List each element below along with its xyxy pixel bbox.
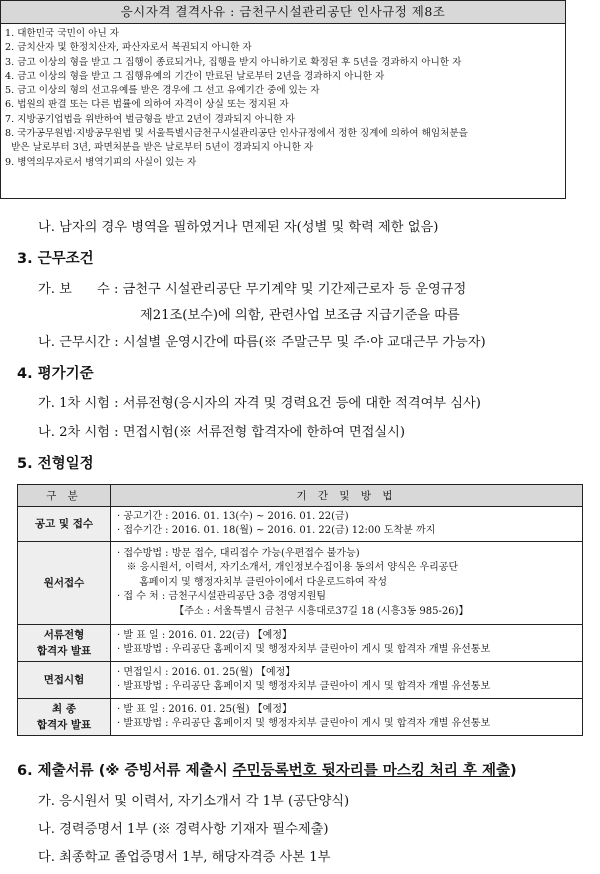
first-exam: 가. 1차 시험 : 서류전형(응시자의 자격 및 경력요건 등에 대한 적격여부 심사) bbox=[38, 396, 481, 411]
row-line: 홈페이지 및 행정자치부 클린아이에서 다운로드하여 작성 bbox=[117, 576, 387, 588]
header-content: 기 간 및 방 법 bbox=[111, 485, 583, 507]
row-label: 최 종 합격자 발표 bbox=[18, 699, 111, 736]
disqualification-title: 응시자격 결격사유 : 금천구시설관리공단 인사규정 제8조 bbox=[1, 1, 565, 24]
section4-title: 4. 평가기준 bbox=[17, 366, 94, 382]
schedule-header-row bbox=[18, 485, 583, 507]
row-line: · 공고기간 : 2016. 01. 13(수) ~ 2016. 01. 22(금) bbox=[117, 510, 349, 522]
table-row bbox=[18, 542, 583, 625]
work-hours: 나. 근무시간 : 시설별 운영시간에 따름(※ 주말근무 및 주·야 교대근무 가능자) bbox=[38, 335, 486, 350]
row-line: ※ 응시원서, 이력서, 자기소개서, 개인정보수집이용 동의서 양식은 우리공단 bbox=[117, 562, 459, 574]
table-row bbox=[18, 662, 583, 699]
section6-title-underlined: 주민등록번호 뒷자리를 마스킹 처리 후 제출 bbox=[232, 763, 511, 779]
table-row bbox=[18, 625, 583, 662]
row-line: · 발표방법 : 우리공단 홈페이지 및 행정자치부 클린아이 게시 및 합격자 개별 유선통보 bbox=[117, 718, 491, 729]
disqualification-item: 받은 날로부터 3년, 파면처분을 받은 날로부터 5년이 경과되지 아니한 자 bbox=[11, 142, 314, 154]
row-content bbox=[111, 699, 583, 736]
row-label: 원서접수 bbox=[18, 542, 111, 625]
disqualification-box bbox=[0, 0, 566, 199]
table-row bbox=[18, 507, 583, 542]
disqualification-item: 8. 국가공무원법·지방공무원법 및 서울특별시금천구시설관리공단 인사규정에서 정한 징계에 의하여 해임처분을 bbox=[5, 128, 468, 140]
section6-title bbox=[17, 759, 517, 780]
row-content bbox=[111, 625, 583, 662]
disqualification-item: 9. 병역의무자로서 병역기피의 사실이 있는 자 bbox=[5, 156, 197, 168]
document-item: 나. 경력증명서 1부 (※ 경력사항 기재자 필수제출) bbox=[38, 822, 329, 837]
section3-title: 3. 근무조건 bbox=[17, 251, 94, 267]
document-item: 가. 응시원서 및 이력서, 자기소개서 각 1부 (공단양식) bbox=[38, 794, 350, 809]
row-content bbox=[111, 542, 583, 625]
military-note: 나. 남자의 경우 병역을 필하였거나 면제된 자(성별 및 학력 제한 없음) bbox=[38, 220, 439, 235]
row-line: · 접수기간 : 2016. 01. 18(월) ~ 2016. 01. 22(금) 12:00 도착분 까지 bbox=[117, 525, 436, 536]
row-line: · 면접일시 : 2016. 01. 25(월) 【예정】 bbox=[117, 666, 296, 678]
row-line: · 발 표 일 : 2016. 01. 22(금) 【예정】 bbox=[117, 629, 292, 641]
header-category: 구 분 bbox=[18, 485, 111, 507]
row-content bbox=[111, 507, 583, 542]
row-line: · 접 수 처 : 금천구시설관리공단 3층 경영지원팀 bbox=[117, 591, 327, 603]
row-label: 공고 및 접수 bbox=[18, 507, 111, 542]
disqualification-item: 7. 지방공기업법을 위반하여 벌금형을 받고 2년이 경과되지 아니한 자 bbox=[5, 113, 295, 125]
pay-line2: 제21조(보수)에 의함, 관련사업 보조금 지급기준을 따름 bbox=[140, 308, 460, 323]
section6-title-suffix: ) bbox=[510, 763, 517, 779]
document-item: 다. 최종학교 졸업증명서 1부, 해당자격증 사본 1부 bbox=[38, 850, 331, 865]
disqualification-list bbox=[1, 24, 565, 170]
row-line: 【주소 : 서울특별시 금천구 시흥대로37길 18 (시흥3동 985-26)】 bbox=[117, 605, 469, 617]
second-exam: 나. 2차 시험 : 면접시험(※ 서류전형 합격자에 한하여 면접실시) bbox=[38, 425, 406, 440]
disqualification-item: 6. 법원의 판결 또는 다른 법률에 의하여 자격이 상실 또는 정지된 자 bbox=[5, 99, 289, 111]
row-line: · 발표방법 : 우리공단 홈페이지 및 행정자치부 클린아이 게시 및 합격자 개별 유선통보 bbox=[117, 644, 491, 655]
section5-title: 5. 전형일정 bbox=[17, 456, 94, 472]
row-line: · 발 표 일 : 2016. 01. 25(월) 【예정】 bbox=[117, 703, 292, 715]
row-label: 서류전형 합격자 발표 bbox=[18, 625, 111, 662]
disqualification-item: 3. 금고 이상의 형을 받고 그 집행이 종료되거나, 집행을 받지 아니하기로 확정된 후 5년을 경과하지 아니한 자 bbox=[5, 56, 462, 68]
row-line: · 발표방법 : 우리공단 홈페이지 및 행정자치부 클린아이 게시 및 합격자 개별 유선통보 bbox=[117, 681, 491, 692]
row-label: 면접시험 bbox=[18, 662, 111, 699]
table-row bbox=[18, 699, 583, 736]
section6-title-prefix: 6. 제출서류 (※ 증빙서류 제출시 bbox=[17, 763, 233, 779]
row-content bbox=[111, 662, 583, 699]
schedule-table bbox=[17, 484, 583, 736]
pay-line1: 가. 보 수 : 금천구 시설관리공단 무기계약 및 기간제근로자 등 운영규정 bbox=[38, 282, 467, 297]
row-line: · 접수방법 : 방문 접수, 대리접수 가능(우편접수 불가능) bbox=[117, 547, 360, 559]
disqualification-item: 4. 금고 이상의 형을 받고 그 집행유예의 기간이 만료된 날로부터 2년을 경과하지 아니한 자 bbox=[5, 70, 385, 82]
disqualification-item: 2. 금치산자 및 한정치산자, 파산자로서 복권되지 아니한 자 bbox=[5, 42, 252, 54]
disqualification-item: 1. 대한민국 국민이 아닌 자 bbox=[5, 28, 120, 39]
disqualification-item: 5. 금고 이상의 형의 선고유예를 받은 경우에 그 선고 유예기간 중에 있는 자 bbox=[5, 85, 320, 97]
